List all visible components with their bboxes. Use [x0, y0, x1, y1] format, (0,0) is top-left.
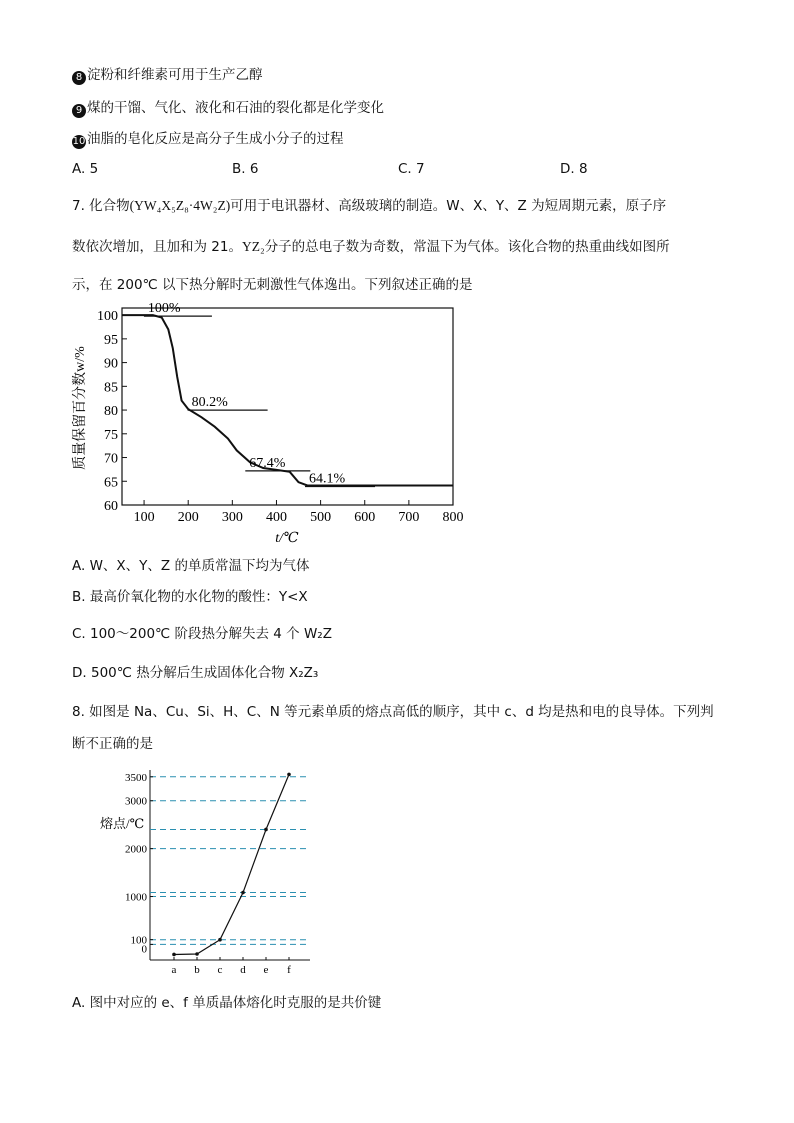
mp-point [218, 938, 222, 942]
tga-x-tick-label: 200 [177, 510, 199, 525]
tga-x-tick-label: 100 [133, 510, 155, 525]
q7-option-a[interactable]: A. W、X、Y、Z 的单质常温下均为气体 [72, 558, 310, 574]
mp-y-tick-label: 1000 [125, 891, 147, 904]
mp-x-tick-label: d [240, 964, 246, 976]
tga-x-tick-label: 500 [310, 510, 332, 525]
statement-8: 8 淀粉和纤维素可用于生产乙醇 [72, 66, 263, 85]
tga-chart [70, 300, 480, 550]
mp-point [241, 891, 245, 895]
question-7-line-2: 数依次增加，且加和为 21。YZ₂分子的总电子数为奇数，常温下为气体。该化合物的热重曲线如图所 [72, 239, 670, 255]
mp-x-tick-label: e [263, 964, 269, 976]
formula: (YW₄X₅Z₈·4W₂Z) [129, 198, 231, 213]
tga-y-tick-label: 90 [104, 356, 118, 372]
tga-curve [122, 315, 453, 485]
circled-number: 10 [72, 136, 86, 147]
tga-annotation-label: 64.1% [309, 471, 346, 487]
mp-y-tick-label: 3000 [125, 795, 147, 808]
tga-y-tick-label: 95 [104, 332, 118, 348]
tga-plot-frame [122, 308, 453, 505]
mp-point [287, 773, 291, 777]
tga-y-tick-label: 65 [104, 475, 118, 491]
mp-y-tick-label: 2000 [125, 843, 147, 856]
option-b[interactable]: B. 6 [232, 161, 259, 177]
tga-annotation-label: 80.2% [191, 395, 228, 411]
tga-x-tick-label: 600 [354, 510, 376, 525]
mp-point [195, 952, 199, 956]
tga-x-tick-label: 300 [221, 510, 243, 525]
mp-point [264, 828, 268, 832]
statement-9: 9 煤的干馏、气化、液化和石油的裂化都是化学变化 [72, 99, 384, 118]
tga-y-tick-label: 100 [97, 309, 118, 325]
mp-x-tick-label: b [194, 964, 200, 976]
q7-option-b[interactable]: B. 最高价氧化物的水化物的酸性：Y<X [72, 589, 308, 605]
circled-number: 9 [72, 104, 86, 118]
mp-point [172, 953, 176, 957]
melting-point-chart [96, 764, 326, 979]
mp-y-tick-label: 3500 [125, 771, 147, 784]
option-a[interactable]: A. 5 [72, 161, 99, 177]
tga-y-tick-label: 80 [104, 404, 118, 420]
tga-ylabel: 质量保留百分数w/% [73, 346, 88, 470]
tga-annotation-label: 67.4% [249, 455, 286, 471]
tga-xlabel: t/℃ [275, 531, 299, 546]
tga-x-tick-label: 800 [442, 510, 464, 525]
q7-option-c[interactable]: C. 100～200℃ 阶段热分解失去 4 个 W₂Z [72, 626, 332, 642]
question-8-line-2: 断不正确的是 [72, 736, 153, 752]
mp-x-tick-label: f [287, 964, 291, 976]
mp-y-tick-label: 100 [130, 934, 147, 947]
option-d[interactable]: D. 8 [560, 161, 588, 177]
question-7-line-1: 7. 化合物(YW₄X₅Z₈·4W₂Z)可用于电讯器材、高级玻璃的制造。W、X、Y、Z 为短周期元素，原子序 [72, 198, 667, 214]
mp-x-tick-label: a [171, 964, 177, 976]
option-c[interactable]: C. 7 [398, 161, 425, 177]
circled-number: 8 [72, 71, 86, 85]
mp-ylabel: 熔点/℃ [100, 816, 145, 831]
q7-option-d[interactable]: D. 500℃ 热分解后生成固体化合物 X₂Z₃ [72, 665, 319, 681]
tga-y-tick-label: 75 [104, 427, 118, 443]
q8-option-a[interactable]: A. 图中对应的 e、f 单质晶体熔化时克服的是共价键 [72, 995, 382, 1011]
tga-annotation-label: 100% [147, 301, 181, 317]
mp-x-tick-label: c [217, 964, 223, 976]
question-7-line-3: 示，在 200℃ 以下热分解时无刺激性气体逸出。下列叙述正确的是 [72, 277, 473, 293]
statement-10: 10 油脂的皂化反应是高分子生成小分子的过程 [72, 131, 344, 147]
tga-x-tick-label: 700 [398, 510, 420, 525]
mp-y-tick-label: 0 [141, 943, 147, 956]
tga-y-tick-label: 85 [104, 380, 118, 396]
mp-curve [174, 774, 289, 954]
question-8-line-1: 8. 如图是 Na、Cu、Si、H、C、N 等元素单质的熔点高低的顺序，其中 c、d 均是热和电的良导体。下列判 [72, 704, 714, 720]
tga-x-tick-label: 400 [265, 510, 287, 525]
tga-y-tick-label: 70 [104, 451, 118, 467]
formula-yz2: YZ₂ [241, 239, 265, 254]
tga-y-tick-label: 60 [104, 499, 118, 514]
